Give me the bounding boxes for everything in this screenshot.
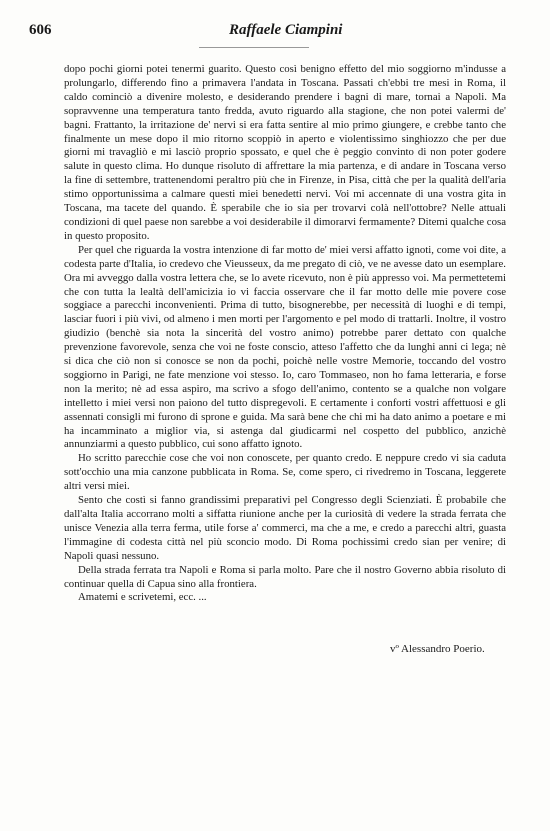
paragraph-4: Sento che costì si fanno grandissimi preparativi pel Congresso degli Scienziati. È probabile che dall'alta Italia accorrano molti a siffatta riunione anche per la curiosità di vedere la strada ferrata che unisce Venezia alla terra ferma, utile forse a' commerci, ma che a me, e credo a parecchi altri, guasta l'immagine di codesta città nel più sconcio modo. Di Roma pochissimi credo sian per venire; di Napoli quasi nessuno. xyxy=(64,494,506,562)
letter-body xyxy=(64,63,506,605)
page-number: 606 xyxy=(29,22,52,38)
paragraph-6: Amatemi e scrivetemi, ecc. ... xyxy=(78,591,207,604)
header-rule xyxy=(199,47,309,48)
paragraph-5: Della strada ferrata tra Napoli e Roma si parla molto. Pare che il nostro Governo abbia risoluto di continuar quella di Capua sino alla frontiera. xyxy=(64,563,506,590)
page-header xyxy=(29,22,525,42)
signature: vº Alessandro Poerio. xyxy=(390,643,485,655)
paragraph-1: dopo pochi giorni potei tenermi guarito. Questo così benigno effetto del mio soggiorno m'indusse a prolungarlo, differendo fino a primavera l'andata in Toscana. Passati ch'ebbi tre mesi in Roma, il caldo cominciò a divenire molesto, e desiderando prendere i bagni di mare, tornai a Napoli. Ma sopravvenne una temperatura tanto fredda, avuto riguardo alla stagione, che non potei valermi de' bagni. Frattanto, la irritazione de' nervi si era fatta sentire al mio primo giungere, e crebbe tanto che finalmente un mese dopo il mio ritorno scoppiò in aperto e violentissimo singhiozzo che per due giorni mi travagliò e mi lasciò proprio spossato, e quel che è peggio convinto di non poter godere salute in questo clima. Ho dunque risoluto di affrettare la mia partenza, e di andare in Toscana verso la fine di settembre, trattenendomi peraltro più che in Firenze, in Pisa, città che per la qualità dell'aria stimo opportunissima a calmare questi miei benedetti nervi. Voi mi accennate di una vostra gita in Toscana, ma tacete del quando. È sperabile che io sia per trovarvi colà nell'ottobre? Nelle attuali condizioni di quel paese non sarebbe a voi desiderabile il dimorarvi fermamente? Ditemi qualche cosa in questo proposito. xyxy=(64,63,506,242)
running-head: Raffaele Ciampini xyxy=(229,22,343,38)
paragraph-3: Ho scritto parecchie cose che voi non conoscete, per quanto credo. E neppure credo vi sia caduta sott'occhio una mia canzone pubblicata in Roma. Se, come spero, ci rivedremo in Toscana, leggerete altri versi miei. xyxy=(64,452,506,493)
paragraph-2: Per quel che riguarda la vostra intenzione di far motto de' miei versi affatto ignoti, come voi dite, a codesta parte d'Italia, io credevo che Vieusseux, da me pregato di ciò, ve ne avesse dato un esemplare. Ora mi avveggo dalla vostra lettera che, se lo avete ricevuto, non è più appresso voi. Ma permettetemi che con tutta la lealtà dell'amicizia io vi faccia osservare che il far motto delle mie povere cose soggiace a parecchi inconvenienti. Prima di tutto, bisognerebbe, per necessità di luoghi e di tempi, lasciar fuori i più vivi, od almeno i men morti per l'argomento e pel modo di trattarli. Inoltre, il vostro giudizio (benchè sia nota la sincerità del vostro animo) potrebbe parer dettato con qualche prevenzione favorevole, senza che voi ne foste conscio, atteso l'affetto che da lunghi anni ci lega; nè si dica che ciò non si conosce se non da pochi, poichè nelle vostre Memorie, toccando del vostro soggiorno in Parigi, ne fate menzione voi stesso. Io, caro Tommaseo, non ho fama letteraria, e forse non la merito; nè ad essa aspiro, ma scrivo a sfogo dell'animo, contento se a qualche non volgare intelletto i miei versi non paiono del tutto dispregevoli. E certamente i conforti vostri affettuosi e gli assennati consigli mi furono di sprone e guida. Ma sarà bene che chi mi ha dato animo a poetare e mi ha incamminato a miglior via, si astenga dal giudicarmi nel cospetto del pubblico, anzichè annunziarmi a questo pubblico, cui sono affatto ignoto. xyxy=(64,243,506,451)
